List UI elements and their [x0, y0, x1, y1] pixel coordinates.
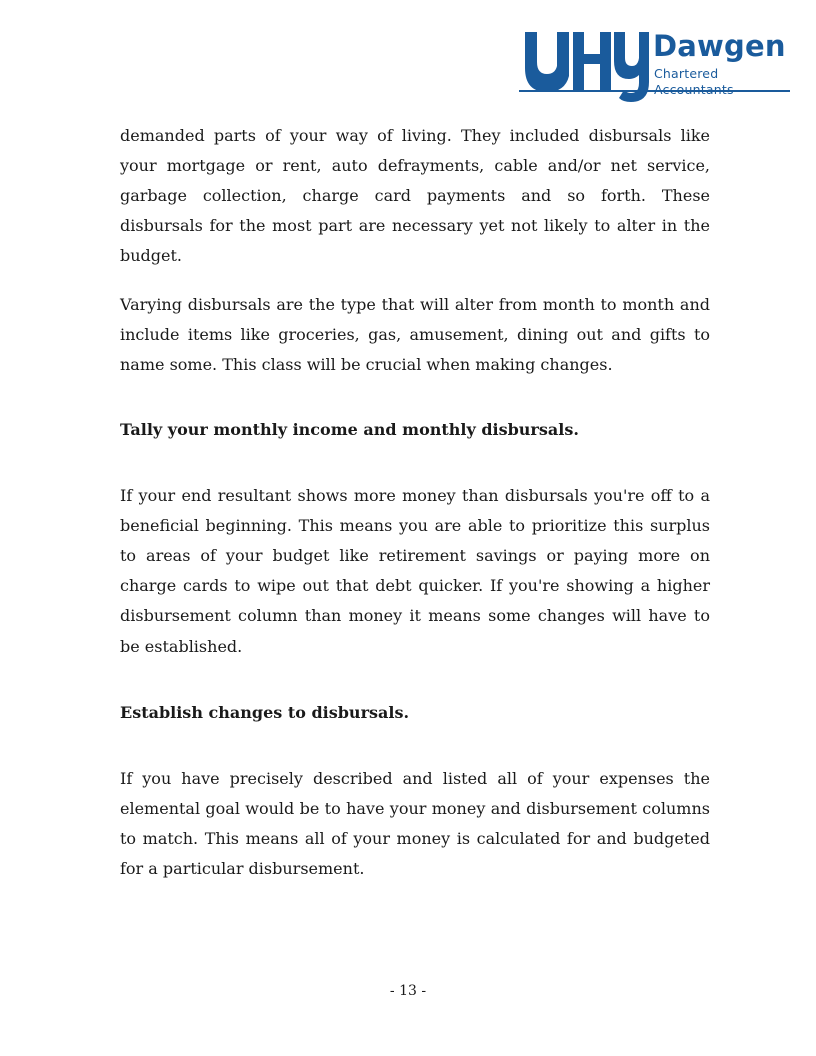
logo-underline: [519, 90, 790, 92]
uhy-logo-mark: [519, 28, 649, 104]
logo-name: Dawgen: [653, 29, 786, 63]
section-heading-changes: Establish changes to disbursals.: [120, 702, 410, 722]
paragraph-tally-result: If your end resultant shows more money than disbursals you're off to a beneficial beginning. This means you are able to prioritize this surplus to areas of your budget like retirement savings or paying more on charge cards to wipe out that debt quicker. If you're showing a higher disbursement column than money it means some changes will have to be established.: [120, 485, 710, 656]
uhy-dawgen-logo: [519, 28, 791, 104]
document-body: [120, 121, 710, 885]
section-heading-tally: Tally your monthly income and monthly disbursals.: [120, 419, 579, 439]
page-number: - 13 -: [389, 983, 427, 999]
paragraph-match-columns: If you have precisely described and listed all of your expenses the elemental goal would be to have your money and disbursement columns to match. This means all of your money is calculated for and budgeted for a particular disbursement.: [120, 768, 710, 879]
paragraph-fixed-disbursals: demanded parts of your way of living. They included disbursals like your mortgage or rent, auto defrayments, cable and/or net service, garbage collection, charge card payments and so forth. These disbursals for the most part are necessary yet not likely to alter in the budget.: [120, 126, 710, 265]
paragraph-varying-disbursals: Varying disbursals are the type that will alter from month to month and include items like groceries, gas, amusement, dining out and gifts to name some. This class will be crucial when making changes.: [120, 295, 710, 375]
logo-tagline: Chartered: [654, 66, 719, 81]
